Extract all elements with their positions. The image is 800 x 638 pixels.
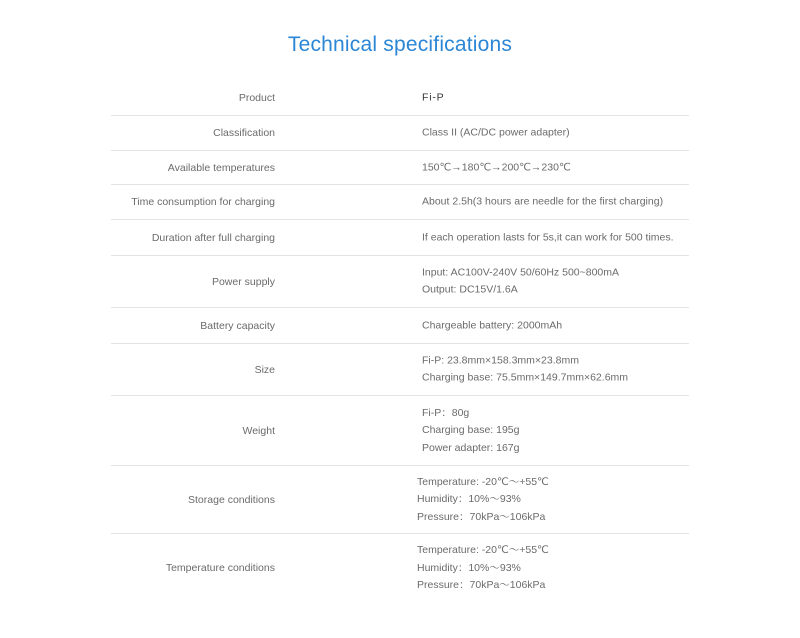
spec-row-power-supply [111,256,689,308]
spec-value [422,159,571,177]
spec-label: Time consumption for charging [131,196,275,208]
spec-row-weight [111,396,689,466]
page-title: Technical specifications [287,33,513,56]
spec-value [422,317,562,335]
spec-row-available-temperatures [111,151,689,185]
spec-value [422,352,628,387]
spec-row-product [111,81,689,116]
spec-label: Battery capacity [200,319,275,332]
spec-value-line: Output: DC15V/1.6A [422,283,518,296]
spec-value-line: Humidity：10%～93% [417,492,521,505]
spec-row-battery-capacity [111,308,689,344]
spec-value [422,193,663,211]
spec-row-duration [111,220,689,256]
spec-value-line: Power adapter: 167g [422,441,520,454]
spec-value [422,89,444,107]
spec-label: Temperature conditions [165,562,275,574]
spec-value-line: Temperature: -20℃～+55℃ [417,543,549,556]
spec-value-line: Fi-P：80g [422,406,470,419]
spec-value-line: 150℃→180℃→200℃→230℃ [422,160,571,173]
spec-value-line: If each operation lasts for 5s,it can work for 500 times. [422,230,674,243]
spec-label: Storage conditions [188,493,275,506]
spec-label: Product [238,92,275,104]
spec-row-temperature-conditions [111,534,689,602]
spec-value [422,404,520,457]
spec-value-line: Charging base: 195g [422,423,520,436]
spec-value-line: Class II (AC/DC power adapter) [422,126,570,139]
spec-value-line: About 2.5h(3 hours are needle for the first charging) [422,195,664,208]
spec-row-charging-time [111,185,689,220]
spec-label: Available temperatures [167,161,275,174]
spec-label: Duration after full charging [151,231,275,244]
spec-value-line: Humidity：10%～93% [417,561,521,574]
spec-label: Classification [213,127,275,139]
spec-value-line: Fi-P: 23.8mm×158.3mm×23.8mm [422,354,579,366]
spec-label: Size [254,363,275,376]
spec-value [417,542,549,595]
spec-value-line: Temperature: -20℃～+55℃ [417,475,549,488]
spec-table [111,81,689,602]
spec-value [422,229,674,247]
spec-value [422,264,619,299]
spec-value-line: Pressure：70kPa～106kPa [417,510,546,523]
spec-value [422,124,570,142]
spec-row-classification [111,116,689,151]
spec-row-storage-conditions [111,466,689,534]
spec-row-size [111,344,689,396]
spec-value-line: Charging base: 75.5mm×149.7mm×62.6mm [422,371,629,384]
spec-label: Power supply [211,275,275,288]
spec-value-line: Chargeable battery: 2000mAh [422,318,563,331]
spec-value-line: Fi-P [422,91,445,104]
spec-value [417,473,549,526]
spec-value-line: Input: AC100V-240V 50/60Hz 500~800mA [422,266,620,278]
spec-label: Weight [242,424,275,437]
spec-value-line: Pressure：70kPa～106kPa [417,578,546,591]
